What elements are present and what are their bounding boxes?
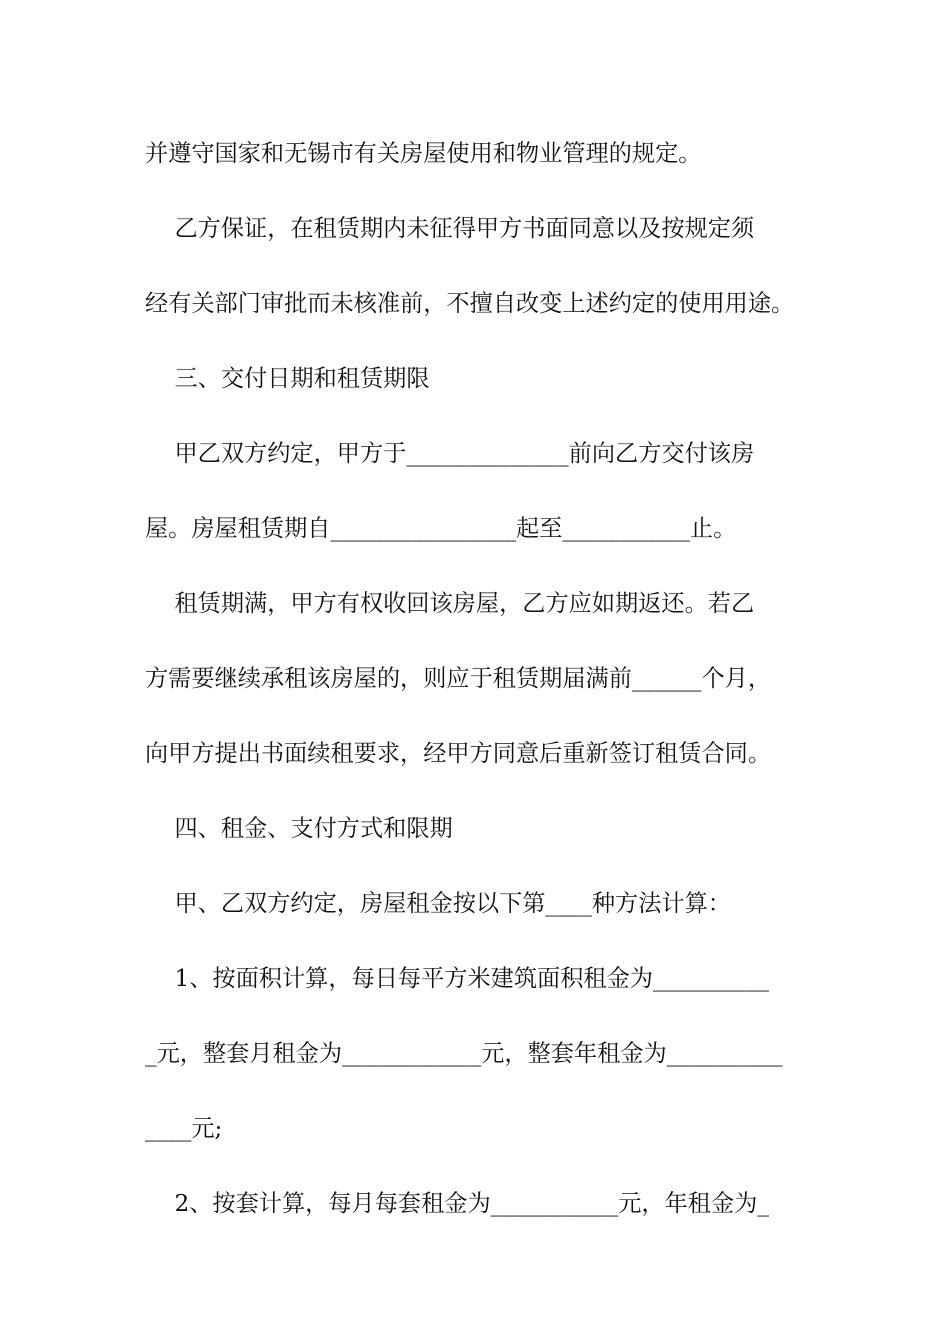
text-line-9: 向甲方提出书面续租要求，经甲方同意后重新签订租赁合同。 <box>145 740 772 767</box>
text-line-5: 甲乙双方约定，甲方于______________前向乙方交付该房 <box>145 440 755 467</box>
text-line-8: 方需要继续承租该房屋的，则应于租赁期届满前______个月， <box>145 665 772 692</box>
text-line-3: 经有关部门审批而未核准前，不擅自改变上述约定的使用用途。 <box>145 290 795 317</box>
text-line-15: 2、按套计算，每月每套租金为___________元，年租金为_ <box>145 1190 769 1217</box>
text-line-6: 屋。房屋租赁期自________________起至___________止。 <box>145 515 737 542</box>
text-line-7: 租赁期满，甲方有权收回该房屋，乙方应如期返还。若乙 <box>145 590 755 617</box>
text-line-13: _元，整套月租金为____________元，整套年租金为__________ <box>145 1040 783 1067</box>
text-line-12: 1、按面积计算，每日每平方米建筑面积租金为__________ <box>145 965 769 992</box>
text-line-11: 甲、乙双方约定，房屋租金按以下第____种方法计算： <box>145 890 731 917</box>
text-line-2: 乙方保证，在租赁期内未征得甲方书面同意以及按规定须 <box>145 215 755 242</box>
text-line-1: 并遵守国家和无锡市有关房屋使用和物业管理的规定。 <box>145 140 702 167</box>
section-heading-3: 三、交付日期和租赁期限 <box>145 365 430 392</box>
section-heading-4: 四、租金、支付方式和限期 <box>145 815 453 842</box>
text-line-14: ____元; <box>145 1115 223 1142</box>
